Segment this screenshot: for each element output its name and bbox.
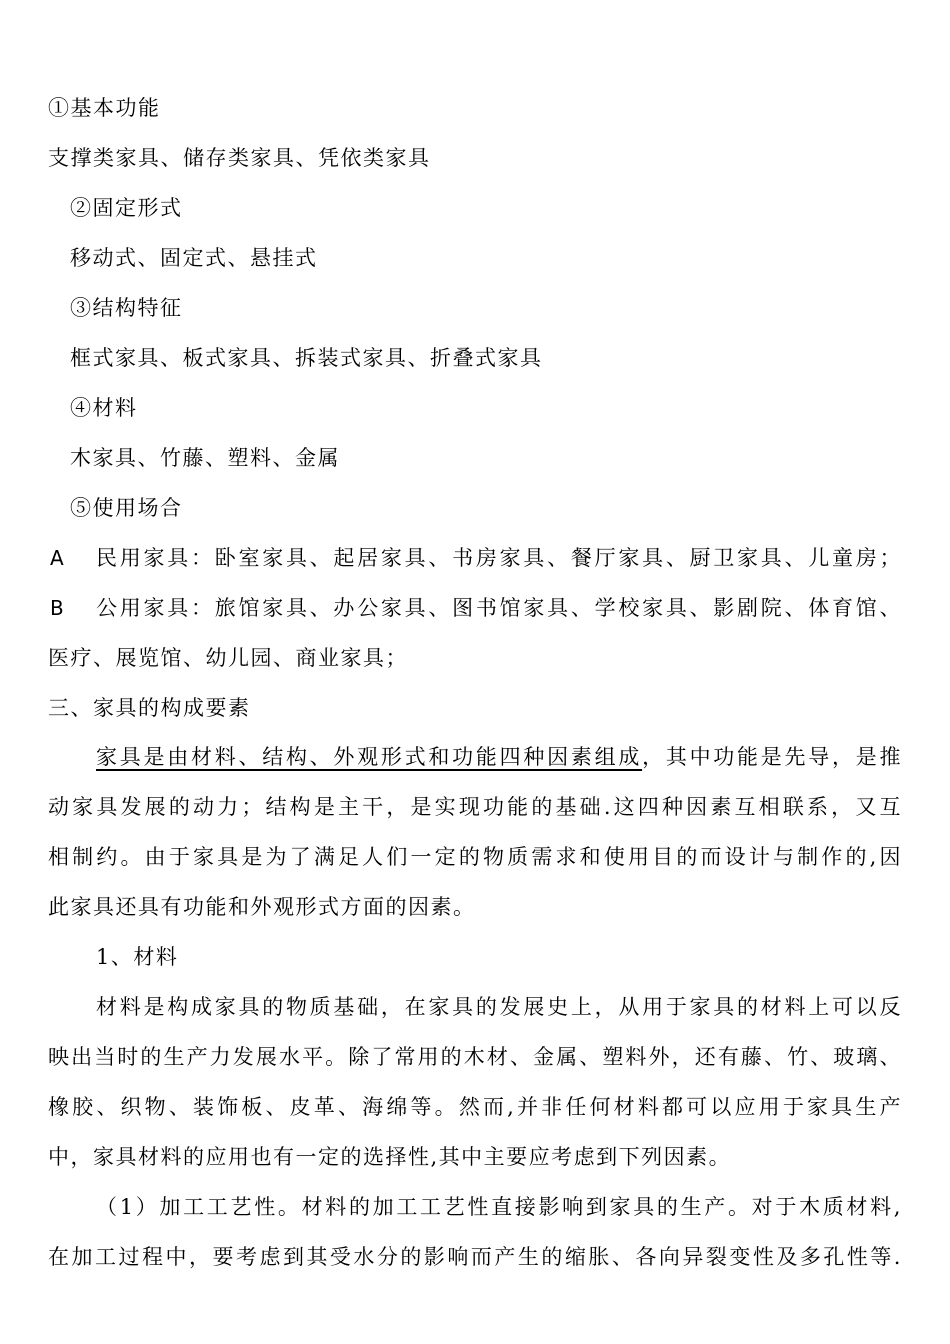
paragraph-line: 在加工过程中，要考虑到其受水分的影响而产生的缩胀、各向异裂变性及多孔性等. [48, 1245, 902, 1269]
paragraph-line: 中，家具材料的应用也有一定的选择性,其中主要应考虑到下列因素。 [48, 1145, 732, 1169]
text-civil-furniture: 民用家具：卧室家具、起居家具、书房家具、餐厅家具、厨卫家具、儿童房； [96, 546, 902, 570]
label-b: B [50, 596, 66, 620]
paragraph-line: （1）加工工艺性。材料的加工工艺性直接影响到家具的生产。对于木质材料, [96, 1195, 902, 1219]
subsection-title: 1、材料 [96, 945, 179, 969]
heading-fixed-form: ②固定形式 [70, 196, 183, 220]
label-a: A [50, 546, 66, 570]
text-public-furniture: 公用家具：旅馆家具、办公家具、图书馆家具、学校家具、影剧院、体育馆、 [96, 596, 902, 620]
text-basic-function-types: 支撑类家具、储存类家具、凭依类家具 [48, 146, 431, 170]
paragraph-line: 映出当时的生产力发展水平。除了常用的木材、金属、塑料外，还有藤、竹、玻璃、 [48, 1045, 902, 1069]
paragraph-line [96, 743, 902, 771]
paragraph-line: 动家具发展的动力；结构是主干，是实现功能的基础.这四种因素互相联系，又互 [48, 795, 902, 819]
paragraph-line: 此家具还具有功能和外观形式方面的因素。 [48, 895, 476, 919]
section-title: 三、家具的构成要素 [48, 696, 251, 720]
text-structure-types: 框式家具、板式家具、拆装式家具、折叠式家具 [70, 346, 543, 370]
heading-basic-function: ①基本功能 [48, 96, 161, 120]
underlined-text: 家具是由材料、结构、外观形式和功能四种因素组成 [96, 745, 643, 769]
text-public-furniture-cont: 医疗、展览馆、幼儿园、商业家具； [48, 646, 408, 670]
paragraph-line: 材料是构成家具的物质基础，在家具的发展史上，从用于家具的材料上可以反 [96, 995, 902, 1019]
paragraph-line: 橡胶、织物、装饰板、皮革、海绵等。然而,并非任何材料都可以应用于家具生产 [48, 1095, 902, 1119]
paragraph-line: 相制约。由于家具是为了满足人们一定的物质需求和使用目的而设计与制作的,因 [48, 845, 902, 869]
heading-usage: ⑤使用场合 [70, 496, 183, 520]
text-material-types: 木家具、竹藤、塑料、金属 [70, 446, 340, 470]
heading-material: ④材料 [70, 396, 138, 420]
heading-structure: ③结构特征 [70, 296, 183, 320]
text-fixed-form-types: 移动式、固定式、悬挂式 [70, 246, 318, 270]
paragraph-text: ，其中功能是先导，是推 [642, 745, 903, 769]
